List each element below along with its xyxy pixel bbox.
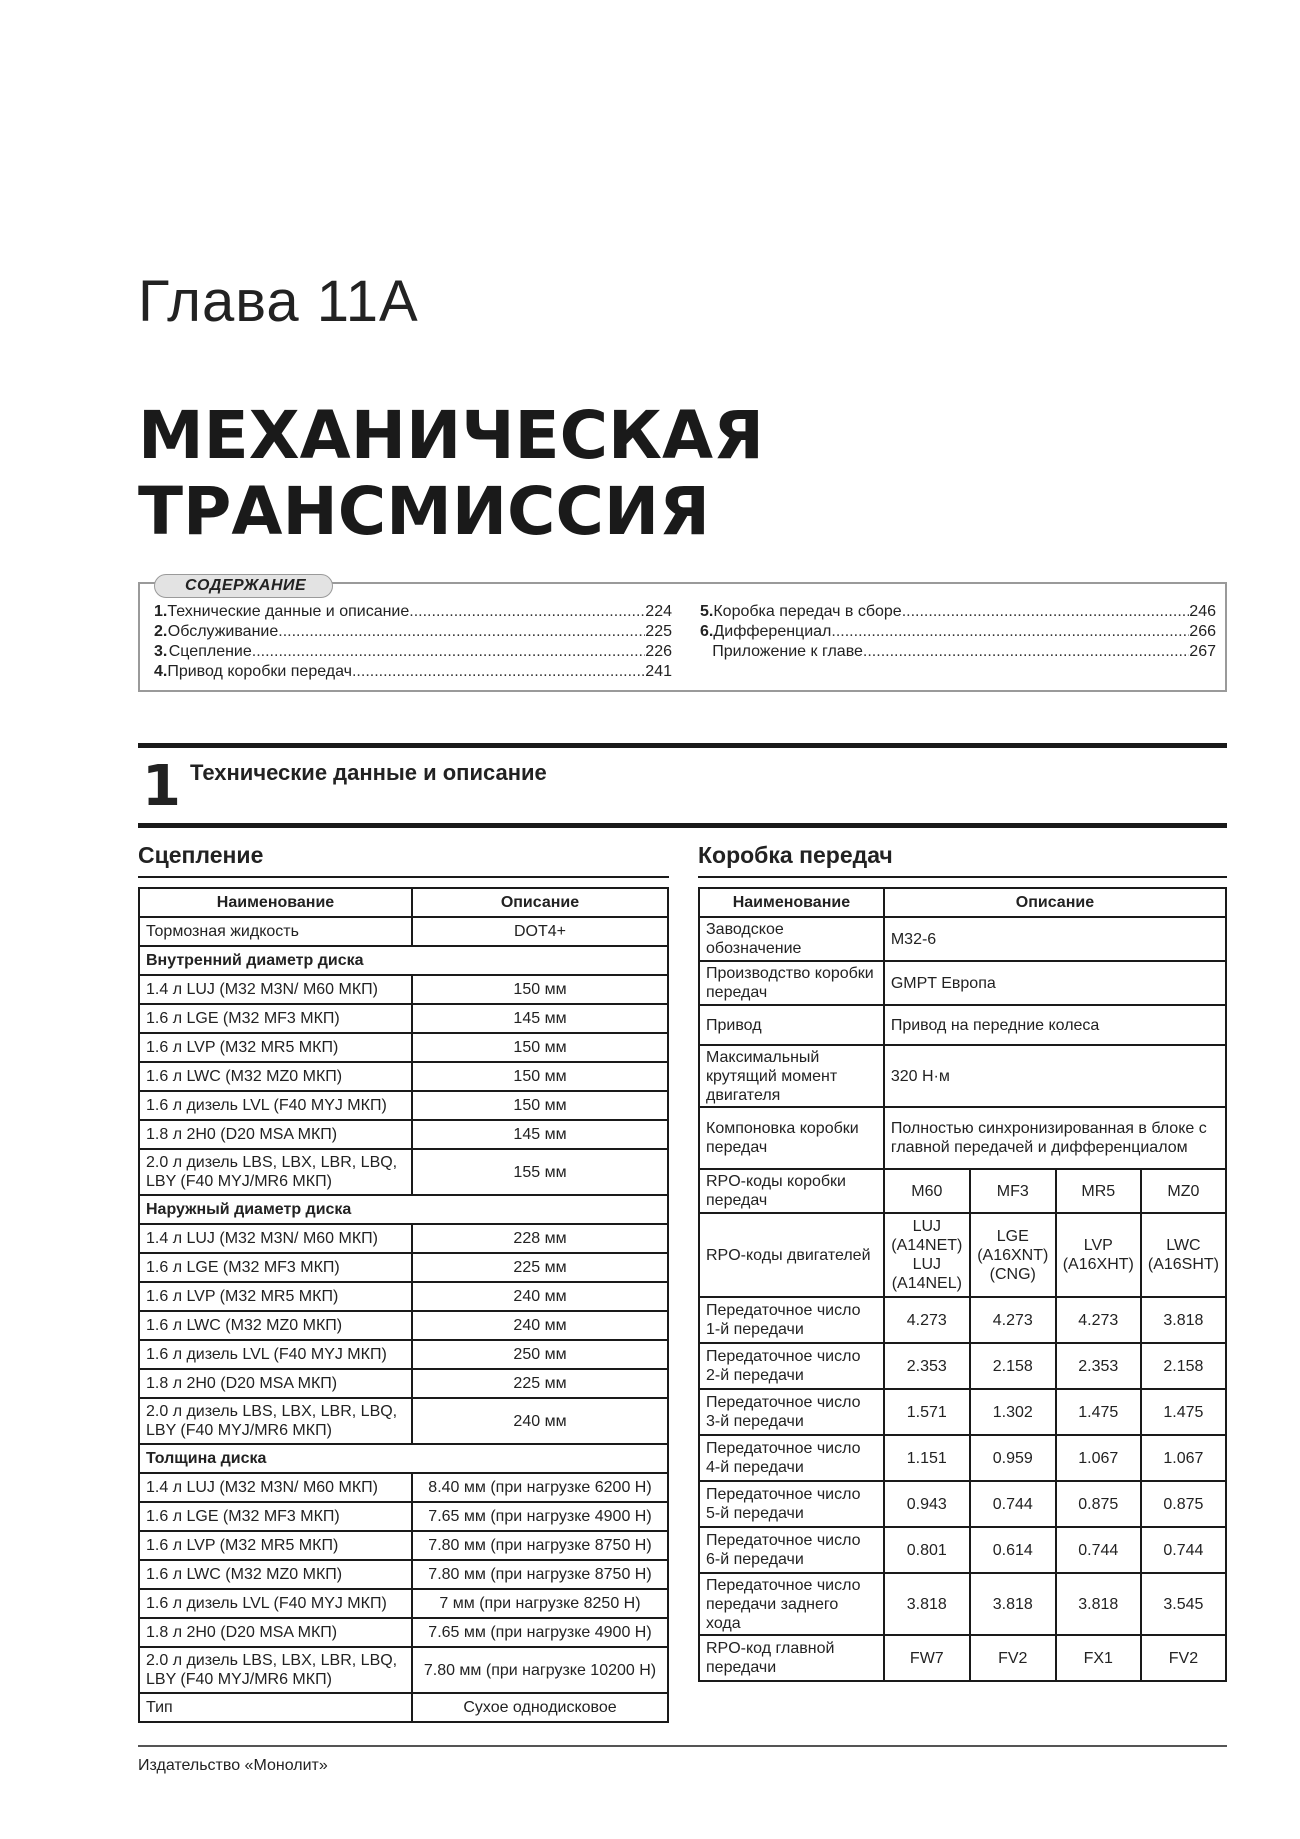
toc-item-title: Обслуживание: [167, 623, 279, 640]
gearbox-spec-name: Заводское обозначение: [699, 917, 884, 961]
clutch-row-value: 228 мм: [412, 1224, 668, 1253]
clutch-row-value: 145 мм: [412, 1120, 668, 1149]
clutch-row-value: 250 мм: [412, 1340, 668, 1369]
toc-item-title: Привод коробки передач: [167, 663, 352, 680]
gearbox-spec-value: M32-6: [884, 917, 1226, 961]
gear-ratio-value: 2.158: [970, 1343, 1056, 1389]
gear-ratio-value: 0.875: [1141, 1481, 1226, 1527]
clutch-row: [139, 975, 668, 1004]
gear-ratio-value: 4.273: [970, 1297, 1056, 1343]
clutch-header-description: Описание: [412, 888, 668, 917]
toc-item: [154, 622, 672, 642]
clutch-row: [139, 1589, 668, 1618]
gear-ratio-label: Передаточное число 4-й передачи: [699, 1435, 884, 1481]
clutch-row: [139, 1004, 668, 1033]
toc-item-page: 224: [645, 603, 672, 620]
gear-ratio-label: Передаточное число 5-й передачи: [699, 1481, 884, 1527]
clutch-row: [139, 1253, 668, 1282]
final-drive-rpo-value: FX1: [1056, 1635, 1141, 1681]
engine-rpo-row: [699, 1213, 1226, 1297]
gearbox-spec-name: Производство коробки передач: [699, 961, 884, 1005]
clutch-row: [139, 1618, 668, 1647]
clutch-row-name: 2.0 л дизель LBS, LBX, LBR, LBQ, LBY (F40 MYJ/MR6 МКП): [139, 1398, 412, 1444]
gear-ratio-value: 2.353: [884, 1343, 970, 1389]
gear-ratio-value: 1.475: [1141, 1389, 1226, 1435]
gearbox-spec-row: [699, 1005, 1226, 1045]
toc-right-column: [700, 602, 1216, 662]
gear-ratio-value: 0.959: [970, 1435, 1056, 1481]
gear-ratio-value: 0.744: [970, 1481, 1056, 1527]
clutch-row-value: 150 мм: [412, 1033, 668, 1062]
clutch-row-name: Тип: [139, 1693, 412, 1722]
gearbox-header-description: Описание: [884, 888, 1226, 917]
clutch-row-name: 1.8 л 2H0 (D20 MSA МКП): [139, 1369, 412, 1398]
clutch-row: [139, 1282, 668, 1311]
gearbox-spec-row: [699, 961, 1226, 1005]
clutch-title: Сцепление: [138, 842, 264, 868]
gear-ratio-value: 1.302: [970, 1389, 1056, 1435]
clutch-row-value: 150 мм: [412, 1062, 668, 1091]
clutch-group-row: [139, 1444, 668, 1473]
clutch-row-name: 1.4 л LUJ (M32 M3N/ M60 МКП): [139, 1473, 412, 1502]
clutch-row: [139, 1120, 668, 1149]
toc-item-number: 2.: [154, 623, 168, 640]
gear-ratio-value: 4.273: [884, 1297, 970, 1343]
clutch-row-value: 7.80 мм (при нагрузке 10200 Н): [412, 1647, 668, 1693]
gearbox-rpo-value: MF3: [970, 1169, 1056, 1213]
clutch-row-name: 1.6 л LWC (M32 MZ0 МКП): [139, 1560, 412, 1589]
final-drive-rpo-label: RPO-код главной передачи: [699, 1635, 884, 1681]
toc-item-page: 267: [1189, 643, 1216, 660]
toc-item-page: 266: [1189, 623, 1216, 640]
clutch-group-row: [139, 1195, 668, 1224]
clutch-row: [139, 1531, 668, 1560]
gearbox-spec-value: Полностью синхронизированная в блоке с главной передачей и дифференциалом: [884, 1107, 1226, 1169]
engine-rpo-value: LGE (A16XNT) (CNG): [970, 1213, 1056, 1297]
toc-item-number: 4.: [154, 663, 168, 680]
clutch-group-row: [139, 946, 668, 975]
toc-item-page: 241: [645, 663, 672, 680]
clutch-row-name: 1.6 л дизель LVL (F40 MYJ МКП): [139, 1091, 412, 1120]
clutch-row-name: 1.8 л 2H0 (D20 MSA МКП): [139, 1120, 412, 1149]
toc-item: [154, 602, 672, 622]
toc-item-page: 225: [645, 623, 672, 640]
clutch-row: [139, 1693, 668, 1722]
toc-header: СОДЕРЖАНИЕ: [154, 574, 333, 598]
clutch-row-value: 7 мм (при нагрузке 8250 Н): [412, 1589, 668, 1618]
clutch-table: [138, 887, 669, 1723]
final-drive-rpo-value: FV2: [1141, 1635, 1226, 1681]
chapter-title: [138, 398, 764, 550]
toc-left-column: [154, 602, 672, 682]
gear-ratio-label: Передаточное число 1-й передачи: [699, 1297, 884, 1343]
toc-item-title: Дифференциал: [713, 623, 832, 640]
clutch-row-name: Тормозная жидкость: [139, 917, 412, 946]
gear-ratio-value: 0.875: [1056, 1481, 1141, 1527]
table-of-contents: [138, 577, 1227, 692]
chapter-title-line-2: ТРАНСМИССИЯ: [138, 473, 710, 550]
clutch-row-value: 7.80 мм (при нагрузке 8750 Н): [412, 1531, 668, 1560]
clutch-row-value: 7.65 мм (при нагрузке 4900 Н): [412, 1618, 668, 1647]
gear-ratio-label: Передаточное число передачи заднего хода: [699, 1573, 884, 1635]
gear-ratio-row: [699, 1435, 1226, 1481]
clutch-row: [139, 1311, 668, 1340]
toc-item-title: Коробка передач в сборе: [713, 603, 902, 620]
gear-ratio-row: [699, 1481, 1226, 1527]
gear-ratio-value: 3.818: [884, 1573, 970, 1635]
clutch-row-value: 240 мм: [412, 1282, 668, 1311]
clutch-row-name: 1.6 л LWC (M32 MZ0 МКП): [139, 1062, 412, 1091]
toc-leader-dots: [252, 642, 646, 662]
final-drive-rpo-row: [699, 1635, 1226, 1681]
clutch-row-value: 225 мм: [412, 1253, 668, 1282]
gearbox-header-row: [699, 888, 1226, 917]
toc-leader-dots: [863, 642, 1189, 662]
toc-item-page: 226: [645, 643, 672, 660]
toc-leader-dots: [352, 662, 645, 682]
clutch-row-value: 7.65 мм (при нагрузке 4900 Н): [412, 1502, 668, 1531]
toc-item-page: 246: [1189, 603, 1216, 620]
gear-ratio-value: 1.151: [884, 1435, 970, 1481]
gear-ratio-row: [699, 1343, 1226, 1389]
clutch-header-name: Наименование: [139, 888, 412, 917]
gear-ratio-label: Передаточное число 6-й передачи: [699, 1527, 884, 1573]
gear-ratio-label: Передаточное число 2-й передачи: [699, 1343, 884, 1389]
gear-ratio-value: 3.545: [1141, 1573, 1226, 1635]
toc-leader-dots: [902, 602, 1190, 622]
clutch-row-value: 240 мм: [412, 1398, 668, 1444]
clutch-row-name: 1.4 л LUJ (M32 M3N/ M60 МКП): [139, 975, 412, 1004]
engine-rpo-value: LUJ (A14NET) LUJ (A14NEL): [884, 1213, 970, 1297]
clutch-row-value: 7.80 мм (при нагрузке 8750 Н): [412, 1560, 668, 1589]
engine-rpo-label: RPO-коды двигателей: [699, 1213, 884, 1297]
toc-item-number: 1.: [154, 603, 168, 620]
clutch-row-value: 225 мм: [412, 1369, 668, 1398]
clutch-row-value: 150 мм: [412, 975, 668, 1004]
clutch-row-value: 145 мм: [412, 1004, 668, 1033]
gear-ratio-value: 1.571: [884, 1389, 970, 1435]
clutch-group-label: Наружный диаметр диска: [139, 1195, 668, 1224]
toc-item-number: 5.: [700, 603, 714, 620]
clutch-row-name: 1.6 л LVP (M32 MR5 МКП): [139, 1531, 412, 1560]
clutch-row-name: 2.0 л дизель LBS, LBX, LBR, LBQ, LBY (F40 MYJ/MR6 МКП): [139, 1647, 412, 1693]
clutch-row-name: 1.4 л LUJ (M32 M3N/ M60 МКП): [139, 1224, 412, 1253]
gearbox-spec-value: 320 Н·м: [884, 1045, 1226, 1107]
gear-ratio-value: 3.818: [1141, 1297, 1226, 1343]
clutch-row-value: Сухое однодисковое: [412, 1693, 668, 1722]
clutch-row-value: 8.40 мм (при нагрузке 6200 Н): [412, 1473, 668, 1502]
clutch-row-name: 1.6 л LGE (M32 MF3 МКП): [139, 1253, 412, 1282]
toc-leader-dots: [831, 622, 1189, 642]
clutch-row: [139, 917, 668, 946]
clutch-row: [139, 1224, 668, 1253]
gear-ratio-value: 3.818: [970, 1573, 1056, 1635]
section-rule-top: [138, 743, 1227, 748]
clutch-row-value: 155 мм: [412, 1149, 668, 1195]
gearbox-header-name: Наименование: [699, 888, 884, 917]
clutch-row-name: 1.6 л LGE (M32 MF3 МКП): [139, 1502, 412, 1531]
clutch-row-name: 2.0 л дизель LBS, LBX, LBR, LBQ, LBY (F40 MYJ/MR6 МКП): [139, 1149, 412, 1195]
gearbox-spec-value: GMPT Европа: [884, 961, 1226, 1005]
toc-item: [154, 662, 672, 682]
gearbox-spec-row: [699, 917, 1226, 961]
clutch-row: [139, 1502, 668, 1531]
gearbox-rpo-label: RPO-коды коробки передач: [699, 1169, 884, 1213]
clutch-title-rule: [138, 876, 669, 878]
gear-ratio-value: 1.067: [1141, 1435, 1226, 1481]
clutch-row-value: 150 мм: [412, 1091, 668, 1120]
gearbox-spec-name: Привод: [699, 1005, 884, 1045]
clutch-row: [139, 1560, 668, 1589]
gear-ratio-value: 0.744: [1056, 1527, 1141, 1573]
toc-item: [700, 642, 1216, 662]
gear-ratio-row: [699, 1297, 1226, 1343]
final-drive-rpo-value: FV2: [970, 1635, 1056, 1681]
section-number: 1: [142, 754, 181, 819]
gearbox-rpo-value: MZ0: [1141, 1169, 1226, 1213]
clutch-group-label: Внутренний диаметр диска: [139, 946, 668, 975]
gearbox-title-rule: [698, 876, 1227, 878]
gear-ratio-value: 0.801: [884, 1527, 970, 1573]
clutch-row: [139, 1033, 668, 1062]
gear-ratio-row: [699, 1527, 1226, 1573]
toc-item-number: [700, 642, 712, 662]
gearbox-title: Коробка передач: [698, 842, 893, 868]
clutch-row-name: 1.6 л LWC (M32 MZ0 МКП): [139, 1311, 412, 1340]
toc-item-number: 6.: [700, 623, 714, 640]
clutch-row: [139, 1647, 668, 1693]
clutch-row: [139, 1149, 668, 1195]
gear-ratio-row: [699, 1389, 1226, 1435]
gearbox-spec-row: [699, 1045, 1226, 1107]
clutch-row-name: 1.6 л дизель LVL (F40 MYJ МКП): [139, 1340, 412, 1369]
gearbox-spec-row: [699, 1107, 1226, 1169]
toc-item-title: Сцепление: [168, 643, 252, 660]
toc-item-title: Приложение к главе: [712, 643, 863, 660]
chapter-title-line-1: МЕХАНИЧЕСКАЯ: [138, 397, 764, 474]
engine-rpo-value: LWC (A16SHT): [1141, 1213, 1226, 1297]
gearbox-spec-value: Привод на передние колеса: [884, 1005, 1226, 1045]
gear-ratio-value: 0.614: [970, 1527, 1056, 1573]
clutch-row-value: DOT4+: [412, 917, 668, 946]
toc-item: [700, 602, 1216, 622]
section-title: Технические данные и описание: [190, 760, 547, 785]
gearbox-rpo-value: M60: [884, 1169, 970, 1213]
publisher-footer: Издательство «Монолит»: [138, 1757, 328, 1774]
clutch-row: [139, 1398, 668, 1444]
gear-ratio-value: 2.353: [1056, 1343, 1141, 1389]
gearbox-rpo-row: [699, 1169, 1226, 1213]
toc-item-number: 3.: [154, 643, 168, 660]
toc-item: [154, 642, 672, 662]
gear-ratio-label: Передаточное число 3-й передачи: [699, 1389, 884, 1435]
clutch-header-row: [139, 888, 668, 917]
gearbox-spec-name: Компоновка коробки передач: [699, 1107, 884, 1169]
footer-rule: [138, 1745, 1227, 1747]
section-rule-bottom: [138, 823, 1227, 828]
gear-ratio-row: [699, 1573, 1226, 1635]
clutch-row: [139, 1369, 668, 1398]
gearbox-table: [698, 887, 1227, 1682]
gear-ratio-value: 3.818: [1056, 1573, 1141, 1635]
toc-item-title: Технические данные и описание: [167, 603, 410, 620]
clutch-row-name: 1.6 л дизель LVL (F40 MYJ МКП): [139, 1589, 412, 1618]
clutch-row-name: 1.6 л LVP (M32 MR5 МКП): [139, 1033, 412, 1062]
clutch-row: [139, 1062, 668, 1091]
chapter-label: Глава 11А: [138, 269, 419, 334]
clutch-row: [139, 1091, 668, 1120]
final-drive-rpo-value: FW7: [884, 1635, 970, 1681]
toc-item: [700, 622, 1216, 642]
toc-leader-dots: [409, 602, 645, 622]
gear-ratio-value: 4.273: [1056, 1297, 1141, 1343]
clutch-row-name: 1.8 л 2H0 (D20 MSA МКП): [139, 1618, 412, 1647]
clutch-row: [139, 1340, 668, 1369]
gear-ratio-value: 1.067: [1056, 1435, 1141, 1481]
gear-ratio-value: 0.744: [1141, 1527, 1226, 1573]
clutch-group-label: Толщина диска: [139, 1444, 668, 1473]
clutch-row-value: 240 мм: [412, 1311, 668, 1340]
gear-ratio-value: 0.943: [884, 1481, 970, 1527]
gear-ratio-value: 1.475: [1056, 1389, 1141, 1435]
toc-leader-dots: [278, 622, 645, 642]
clutch-row-name: 1.6 л LVP (M32 MR5 МКП): [139, 1282, 412, 1311]
gearbox-spec-name: Максимальный крутящий момент двигателя: [699, 1045, 884, 1107]
gearbox-rpo-value: MR5: [1056, 1169, 1141, 1213]
clutch-row-name: 1.6 л LGE (M32 MF3 МКП): [139, 1004, 412, 1033]
clutch-row: [139, 1473, 668, 1502]
engine-rpo-value: LVP (A16XHT): [1056, 1213, 1141, 1297]
gear-ratio-value: 2.158: [1141, 1343, 1226, 1389]
